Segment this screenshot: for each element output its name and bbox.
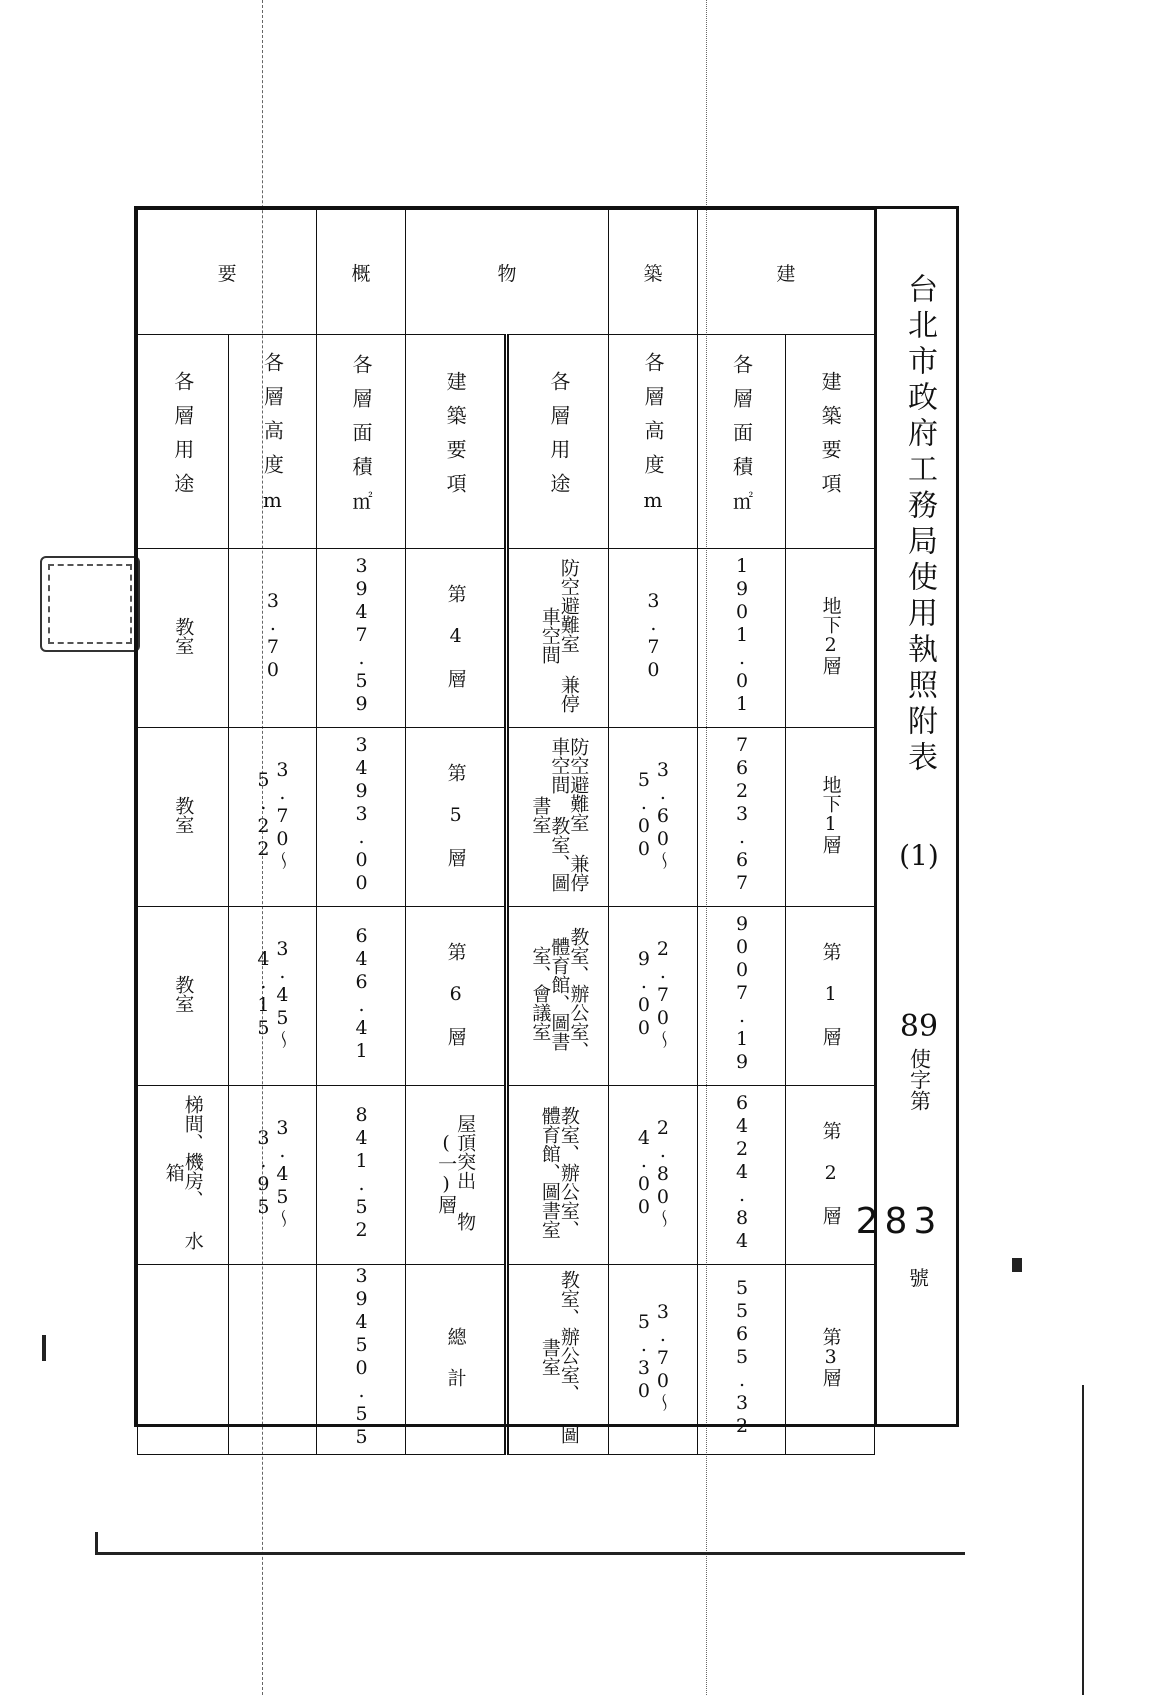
label-area-b: 各層面積㎡ [317, 335, 406, 549]
a-use-cell: 防空避難室 兼停車空間 教室、圖書室 [507, 728, 609, 907]
a-item-cell: 第3層 [786, 1265, 875, 1455]
a-item-cell: 第 2 層 [786, 1086, 875, 1265]
a-item-cell: 地下2層 [786, 549, 875, 728]
table-row [138, 1265, 875, 1455]
document-title [877, 273, 961, 777]
a-height-cell: 3.70 [609, 549, 698, 728]
a-use-cell: 教室、辦公室、 體育館、圖書室 [507, 1086, 609, 1265]
volume-label [877, 839, 961, 872]
b-use-cell: 教室 [138, 728, 229, 907]
label-height-a: 各層高度m [609, 335, 698, 549]
table-row [138, 1086, 875, 1265]
b-height-cell: 3.70〜5.22 [228, 728, 317, 907]
a-height-cell: 2.70〜9.00 [609, 907, 698, 1086]
b-area-cell: 39450.55 [317, 1265, 406, 1455]
scan-mark [1012, 1258, 1022, 1272]
a-use-cell: 防空避難室 兼停車空間 [507, 549, 609, 728]
table-row [138, 549, 875, 728]
a-item-cell: 第 1 層 [786, 907, 875, 1086]
b-item-cell: 第 6 層 [405, 907, 507, 1086]
label-area-a: 各層面積㎡ [697, 335, 786, 549]
a-area-cell: 7623.67 [697, 728, 786, 907]
b-height-cell: 3.45〜3.95 [228, 1086, 317, 1265]
a-area-cell: 9007.19 [697, 907, 786, 1086]
b-area-cell: 841.52 [317, 1086, 406, 1265]
header-cell: 要 [138, 210, 317, 335]
b-height-cell [228, 1265, 317, 1455]
permit-suffix: 號 [909, 1266, 929, 1290]
permit-year: 89 [899, 1009, 939, 1044]
a-area-cell: 6424.84 [697, 1086, 786, 1265]
b-use-cell [138, 1265, 229, 1455]
b-area-cell: 646.41 [317, 907, 406, 1086]
scan-mark [42, 1335, 46, 1361]
permit-word: 使字第 [907, 1048, 932, 1111]
table-row [138, 728, 875, 907]
label-item-b: 建築要項 [405, 335, 507, 549]
a-area-cell: 5565.32 [697, 1265, 786, 1455]
title-text: 台北市政府工務局使用執照附表 [902, 273, 937, 777]
a-area-cell: 1901.01 [697, 549, 786, 728]
b-height-cell: 3.70 [228, 549, 317, 728]
section-header-row [138, 210, 875, 335]
header-cell: 概 [317, 210, 406, 335]
a-height-cell: 3.70〜5.30 [609, 1265, 698, 1455]
official-seal [40, 556, 140, 652]
permit-number: 283 [855, 1201, 943, 1242]
label-height-b: 各層高度m [228, 335, 317, 549]
a-use-cell: 教室、辦公室、 體育館、圖書 室、會議室 [507, 907, 609, 1086]
scan-edge-line [1082, 1385, 1084, 1695]
a-height-cell: 2.80〜4.00 [609, 1086, 698, 1265]
b-area-cell: 3947.59 [317, 549, 406, 728]
b-item-cell: 屋頂突出 物(一)層 [405, 1086, 507, 1265]
header-cell: 建 [697, 210, 874, 335]
scan-border-line [95, 1532, 98, 1554]
permit-number-block [855, 1009, 961, 1291]
label-row [138, 335, 875, 549]
table-row [138, 907, 875, 1086]
label-item-a: 建築要項 [786, 335, 875, 549]
a-item-cell: 地下1層 [786, 728, 875, 907]
permit-attachment-table [134, 206, 959, 1449]
title-column [855, 209, 961, 1424]
b-use-cell: 梯間、機房、 水箱 [138, 1086, 229, 1265]
b-use-cell: 教室 [138, 549, 229, 728]
b-item-cell: 第 4 層 [405, 549, 507, 728]
scan-border-line [95, 1552, 965, 1555]
a-height-cell: 3.60〜5.00 [609, 728, 698, 907]
building-summary-grid [137, 209, 875, 1455]
label-use-b: 各層用途 [138, 335, 229, 549]
b-item-cell: 總 計 [405, 1265, 507, 1455]
b-use-cell: 教室 [138, 907, 229, 1086]
b-area-cell: 3493.00 [317, 728, 406, 907]
header-cell: 築 [609, 210, 698, 335]
label-use-a: 各層用途 [507, 335, 609, 549]
b-item-cell: 第 5 層 [405, 728, 507, 907]
volume-text: (1) [899, 839, 939, 872]
header-cell: 物 [405, 210, 608, 335]
b-height-cell: 3.45〜4.15 [228, 907, 317, 1086]
a-use-cell: 教室、辦公室、 圖書室 [507, 1265, 609, 1455]
